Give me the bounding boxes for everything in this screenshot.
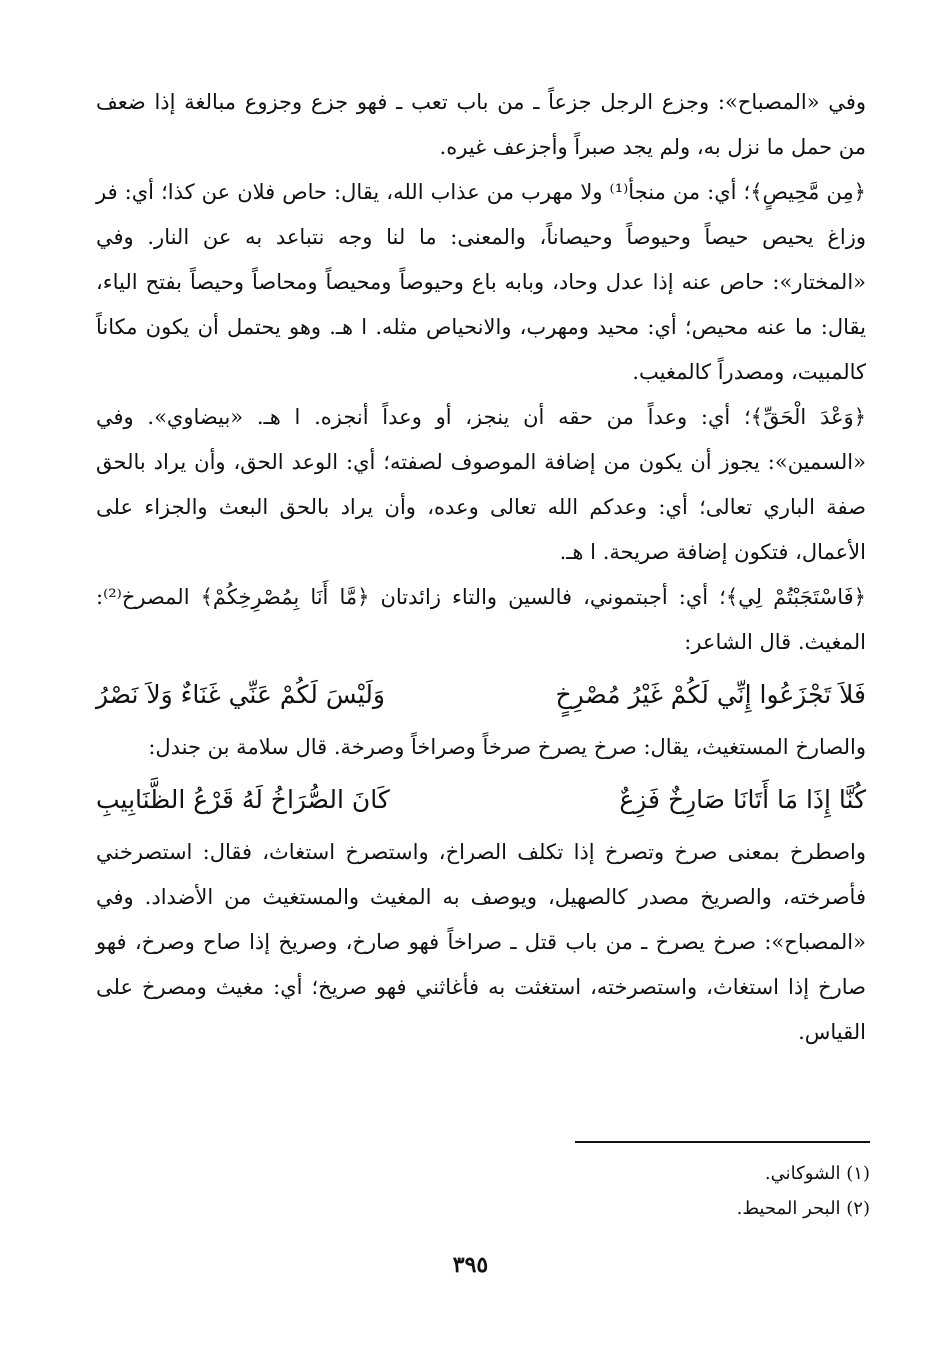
footnote-divider <box>575 1141 870 1143</box>
paragraph-4: ﴿فَاسْتَجَبْتُمْ لِي﴾؛ أي: أجبتموني، فالسين والتاء زائدتان ﴿مَّا أَنَا بِمُصْرِخِكُمْ﴾ المصرخ⁽²⁾: المغيث. قال الشاعر: <box>96 585 866 654</box>
verse-1-first-hemistich: فَلاَ تَجْزَعُوا إِنِّي لَكُمْ غَيْرُ مُصْرِخٍ <box>555 680 866 709</box>
footnote-1: (١) الشوكاني. <box>764 1163 870 1184</box>
verse-1-second-hemistich: وَلَيْسَ لَكُمْ عَنِّي غَنَاءٌ وَلاَ نَصْرُ <box>96 680 385 709</box>
footnotes <box>500 1156 870 1226</box>
footnote-2: (٢) البحر المحيط. <box>736 1198 870 1219</box>
page-number: ٣٩٥ <box>452 1252 489 1278</box>
paragraph-3: ﴿وَعْدَ الْحَقِّ﴾؛ أي: وعداً من حقه أن ينجز، أو وعداً أنجزه. ا هـ. «بيضاوي». وفي «السمين»: يجوز أن يكون من إضافة الموصوف لصفته؛ أي: الوعد الحق، وأن يراد بالحق صفة الباري تعالى؛ أي: وعدكم الله تعالى وعده، وأن يراد بالحق البعث والجزاء على الأعمال، فتكون إضافة صريحة. ا هـ. <box>96 405 866 564</box>
paragraph-6: واصطرخ بمعنى صرخ وتصرخ إذا تكلف الصراخ، واستصرخ استغاث، فقال: استصرخني فأصرخته، والصريخ مصدر كالصهيل، ويوصف به المغيث والمستغيث من الأضداد. وفي «المصباح»: صرخ يصرخ ـ من باب قتل ـ صراخاً فهو صارخ، وصريخ إذا صاح وصرخ، فهو صارخ إذا استغاث، واستصرخته، استغثت به فأغاثني فهو صريخ؛ أي: مغيث ومصرخ على القياس. <box>96 840 866 1044</box>
page-body <box>96 80 866 1055</box>
paragraph-1: وفي «المصباح»: وجزع الرجل جزعاً ـ من باب تعب ـ فهو جزع وجزوع مبالغة إذا ضعف من حمل ما نزل به، ولم يجد صبراً وأجزعف غيره. <box>96 90 866 159</box>
paragraph-2: ﴿مِن مَّحِيصٍ﴾؛ أي: من منجأ⁽¹⁾ ولا مهرب من عذاب الله، يقال: حاص فلان عن كذا؛ أي: فر وزاغ يحيص حيصاً وحيوصاً وحيصاناً، والمعنى: ما لنا وجه نتباعد به عن النار. وفي «المختار»: حاص عنه إذا عدل وحاد، وبابه باع وحيوصاً ومحيصاً ومحاصاً وحيصاً بفتح الياء، يقال: ما عنه محيص؛ أي: محيد ومهرب، والانحياص مثله. ا هـ. وهو يحتمل أن يكون مكاناً كالمبيت، ومصدراً كالمغيب. <box>96 180 866 384</box>
paragraph-5: والصارخ المستغيث، يقال: صرخ يصرخ صرخاً وصراخاً وصرخة. قال سلامة بن جندل: <box>148 735 866 759</box>
poetry-verse-1 <box>96 665 866 725</box>
verse-2-second-hemistich: كَانَ الصُّرَاخُ لَهُ قَرْعُ الظَّنَابِيبِ <box>96 785 390 814</box>
verse-2-first-hemistich: كُنَّا إِذَا مَا أَتَانَا صَارِخٌ فَزِعٌ <box>619 785 866 814</box>
poetry-verse-2 <box>96 770 866 830</box>
